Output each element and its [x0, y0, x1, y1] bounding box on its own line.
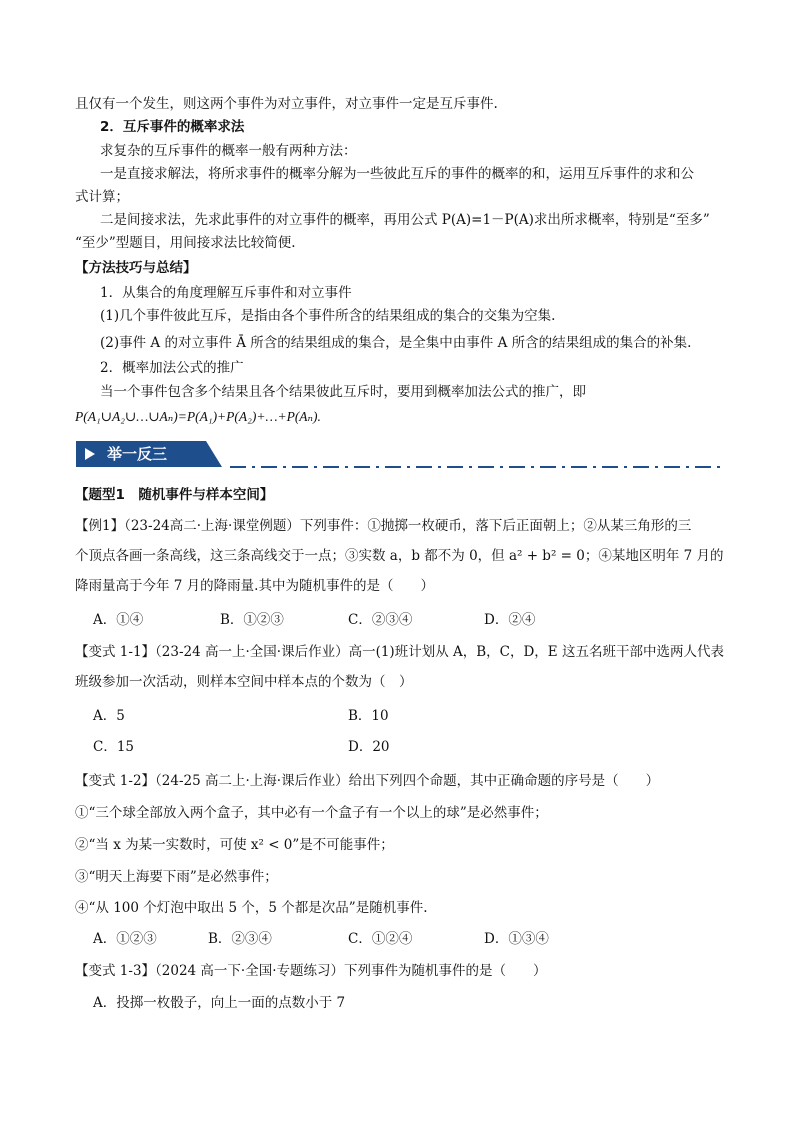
theory-line-1: 且仅有一个发生，则这两个事件为对立事件，对立事件一定是互斥事件. — [75, 96, 498, 112]
methods-line-1: 1．从集合的角度理解互斥事件和对立事件 — [100, 285, 352, 301]
variant-1-2-proposition-3: ③“明天上海要下雨”是必然事件； — [75, 869, 278, 885]
probability-addition-formula: P(A₁∪A₂∪…∪Aₙ)=P(A₁)+P(A₂)+…+P(Aₙ). — [75, 409, 321, 424]
methods-line-2: (1)几个事件彼此互斥，是指由各个事件所含的结果组成的集合的交集为空集. — [100, 308, 556, 324]
example1-option-d: D．②④ — [484, 612, 536, 628]
variant-1-2-option-d: D．①③④ — [484, 931, 549, 947]
variant-1-1-line-2: 班级参加一次活动，则样本空间中样本点的个数为（ ） — [75, 674, 413, 690]
example1-option-b: B．①②③ — [220, 612, 284, 628]
theory-line-5: 式计算； — [75, 189, 129, 205]
variant-1-2-proposition-2: ②“当 x 为某一实数时，可使 x² < 0”是不可能事件； — [75, 837, 394, 853]
variant-1-1-option-b: B．10 — [348, 708, 389, 724]
banner-label: 举一反三 — [107, 445, 168, 463]
example1-line-2: 个顶点各画一条高线，这三条高线交于一点；③实数 a，b 都不为 0，但 a² + b² = 0；④某地区明年 7 月的 — [75, 548, 724, 564]
section-heading-mutual-exclusive-probability: 2．互斥事件的概率求法 — [100, 119, 245, 135]
theory-line-3: 求复杂的互斥事件的概率一般有两种方法： — [100, 143, 357, 159]
methods-line-5: 当一个事件包含多个结果且各个结果彼此互斥时，要用到概率加法公式的推广，即 — [100, 384, 586, 400]
example1-line-1: 【例1】（23-24高二·上海·课堂例题）下列事件：①抛掷一枚硬币，落下后正面朝上；②从某三角形的三 — [75, 518, 692, 534]
theory-line-7: “至少”型题目，用间接求法比较简便. — [75, 235, 296, 251]
variant-1-2-option-b: B．②③④ — [208, 931, 272, 947]
theory-line-6: 二是间接求法，先求此事件的对立事件的概率，再用公式 P(A)=1－P(A)求出所求概率，特别是“至多” — [100, 212, 710, 228]
methods-heading: 【方法技巧与总结】 — [75, 260, 197, 276]
example1-option-a: A．①④ — [93, 612, 144, 628]
variant-1-1-option-c: C．15 — [93, 739, 135, 755]
theory-line-4: 一是直接求解法，将所求事件的概率分解为一些彼此互斥的事件的概率的和，运用互斥事件的求和公 — [100, 166, 694, 182]
variant-1-2-line-1: 【变式 1-2】（24-25 高二上·上海·课后作业）给出下列四个命题，其中正确命题的序号是（ ） — [75, 773, 660, 789]
dash-dot-divider — [230, 466, 720, 468]
variant-1-1-line-1: 【变式 1-1】（23-24 高一上·全国·课后作业）高一(1)班计划从 A，B，C，D，E 这五名班干部中选两人代表 — [75, 644, 724, 660]
variant-1-3-option-a: A．投掷一枚骰子，向上一面的点数小于 7 — [93, 995, 346, 1011]
methods-line-3: (2)事件 A 的对立事件 Ā 所含的结果组成的集合，是全集中由事件 A 所含的结果组成的集合的补集. — [100, 335, 692, 351]
variant-1-2-proposition-1: ①“三个球全部放入两个盒子，其中必有一个盒子有一个以上的球”是必然事件； — [75, 805, 548, 821]
question-type-heading: 【题型1 随机事件与样本空间】 — [75, 487, 274, 503]
example1-line-3: 降雨量高于今年 7 月的降雨量.其中为随机事件的是（ ） — [75, 578, 434, 594]
variant-1-3-line-1: 【变式 1-3】（2024 高一下·全国·专题练习）下列事件为随机事件的是（ ） — [75, 963, 547, 979]
variant-1-1-option-d: D．20 — [348, 739, 390, 755]
variant-1-2-option-a: A．①②③ — [93, 931, 157, 947]
variant-1-1-option-a: A．5 — [93, 708, 125, 724]
variant-1-2-option-c: C．①②④ — [348, 931, 413, 947]
example1-option-c: C．②③④ — [348, 612, 413, 628]
methods-line-4: 2．概率加法公式的推广 — [100, 360, 244, 376]
variant-1-2-proposition-4: ④“从 100 个灯泡中取出 5 个，5 个都是次品”是随机事件. — [75, 900, 428, 916]
